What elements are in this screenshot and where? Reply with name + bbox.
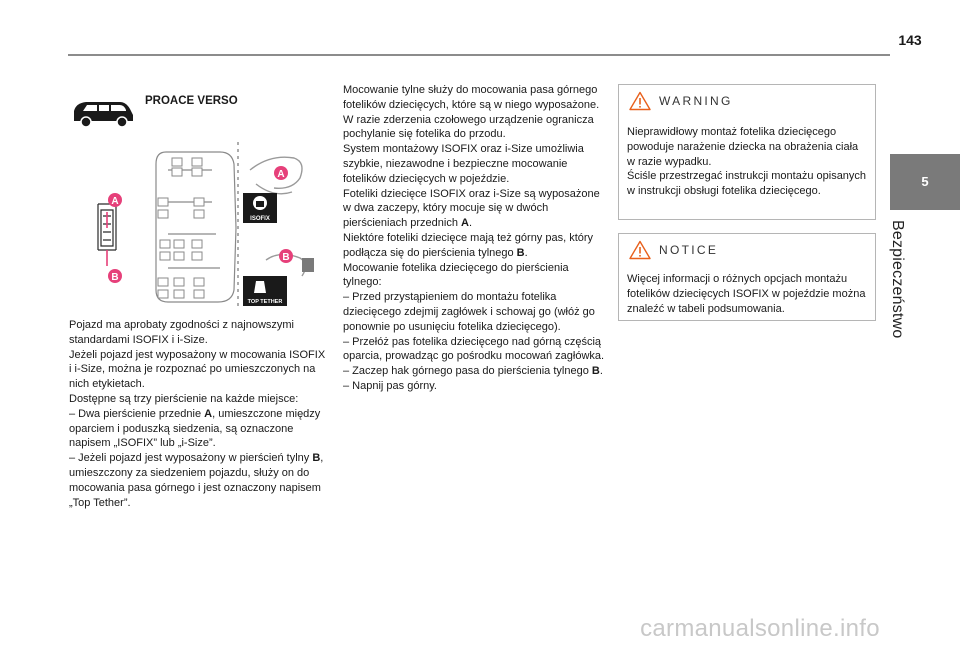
list-item: – Zaczep hak górnego pasa do pierścienia tylnego B. (343, 365, 603, 378)
seat-row-1 (172, 158, 202, 176)
isofix-diagram (70, 140, 332, 310)
notice-box (618, 233, 876, 321)
notice-title: NOTICE (659, 243, 719, 257)
warning-header (619, 85, 875, 115)
list-item: – Napnij pas górny. (343, 379, 437, 392)
paragraph: Foteliki dziecięce ISOFIX oraz i-Size są wyposażone w dwa zaczepy, który mocuje się w dwóch pierścieniach przednich A. (343, 187, 600, 230)
anchor-ring-b (302, 258, 314, 272)
paragraph: Nieprawidłowy montaż fotelika dziecięcego powoduje narażenie dziecka na obrażenia ciała w razie wypadku. (627, 126, 859, 168)
section-tab[interactable] (890, 154, 960, 210)
isofix-label-text: ISOFIX (250, 216, 270, 222)
paragraph: Ściśle przestrzegać instrukcji montażu opisanych w instrukcji obsługi fotelika dziecięcego. (627, 170, 867, 198)
warning-box (618, 84, 876, 220)
paragraph: Więcej informacji o różnych opcjach montażu fotelików dziecięcych ISOFIX w pojeździe można znaleźć w tabeli podsumowania. (627, 273, 866, 315)
seat-row-4 (158, 278, 204, 298)
seat-row-2 (158, 198, 204, 218)
paragraph: Mocowanie tylne służy do mocowania pasa górnego fotelików dziecięcych, które są w niego wyposażone. W razie zderzenia czołowego urządzenie ogranicza pochylanie się fotelika do przodu. (343, 84, 600, 141)
van-icon (70, 97, 136, 129)
paragraph: Jeżeli pojazd jest wyposażony w mocowania ISOFIX i i-Size, można je rozpoznać po umieszczonych na nich etykietach. (69, 348, 326, 391)
section-title-label: Bezpieczeństwo (889, 220, 906, 339)
detail-a-label: A (277, 169, 285, 180)
list-item: – Przełóż pas fotelika dziecięcego nad górną częścią oparcia, prowadząc go pośrodku mocowań zagłówka. (343, 335, 605, 363)
text-column-middle (343, 83, 605, 394)
seat-row-3 (160, 240, 202, 260)
text-column-left (69, 318, 327, 510)
top-tether-label-icon (243, 276, 287, 306)
notice-triangle-icon (629, 240, 651, 260)
section-number: 5 (921, 174, 929, 189)
paragraph: Pojazd ma aprobaty zgodności z najnowszymi standardami ISOFIX i i-Size. (69, 319, 295, 346)
list-item: – Dwa pierścienie przednie A, umieszczone między oparciem i poduszką siedzenia, są oznaczone napisem „ISOFIX” lub „i-Size”. (69, 407, 321, 450)
watermark: carmanualsonline.info (640, 615, 880, 642)
paragraph: System montażowy ISOFIX oraz i-Size umożliwia szybkie, niezawodne i bezpieczne mocowanie fotelików dziecięcych w pojeździe. (343, 143, 584, 185)
paragraph: Mocowanie fotelika dziecięcego do pierścienia tylnego: (343, 261, 569, 289)
paragraph: Dostępne są trzy pierścienie na każde miejsce: (69, 392, 299, 405)
warning-body (627, 125, 869, 199)
detail-b-label: B (282, 252, 290, 263)
section-title (888, 220, 912, 360)
header-divider (68, 54, 890, 56)
list-item: – Jeżeli pojazd jest wyposażony w pierścień tylny B, umieszczony za siedzeniem pojazdu, służy on do mocowania pasa górnego i jest oznaczony napisem „Top Tether”. (69, 452, 324, 509)
paragraph: Niektóre foteliki dziecięce mają też górny pas, który podłącza się do pierścienia tylnego B. (343, 231, 594, 259)
list-item: – Przed przystąpieniem do montażu fotelika dziecięcego zdejmij zagłówek i schowaj go (włóż go ponownie po usunięciu fotelika dziecięcego). (343, 291, 595, 333)
warning-triangle-icon (629, 91, 651, 111)
isofix-label-icon (243, 193, 277, 223)
notice-header (619, 234, 875, 264)
anchor-a-label: A (111, 196, 119, 207)
model-label: PROACE VERSO (145, 95, 238, 107)
notice-body (627, 272, 869, 316)
anchor-b-label: B (111, 272, 119, 283)
top-tether-label-text: TOP TETHER (247, 299, 283, 305)
page-number: 143 (898, 32, 922, 48)
warning-title: WARNING (659, 94, 733, 108)
